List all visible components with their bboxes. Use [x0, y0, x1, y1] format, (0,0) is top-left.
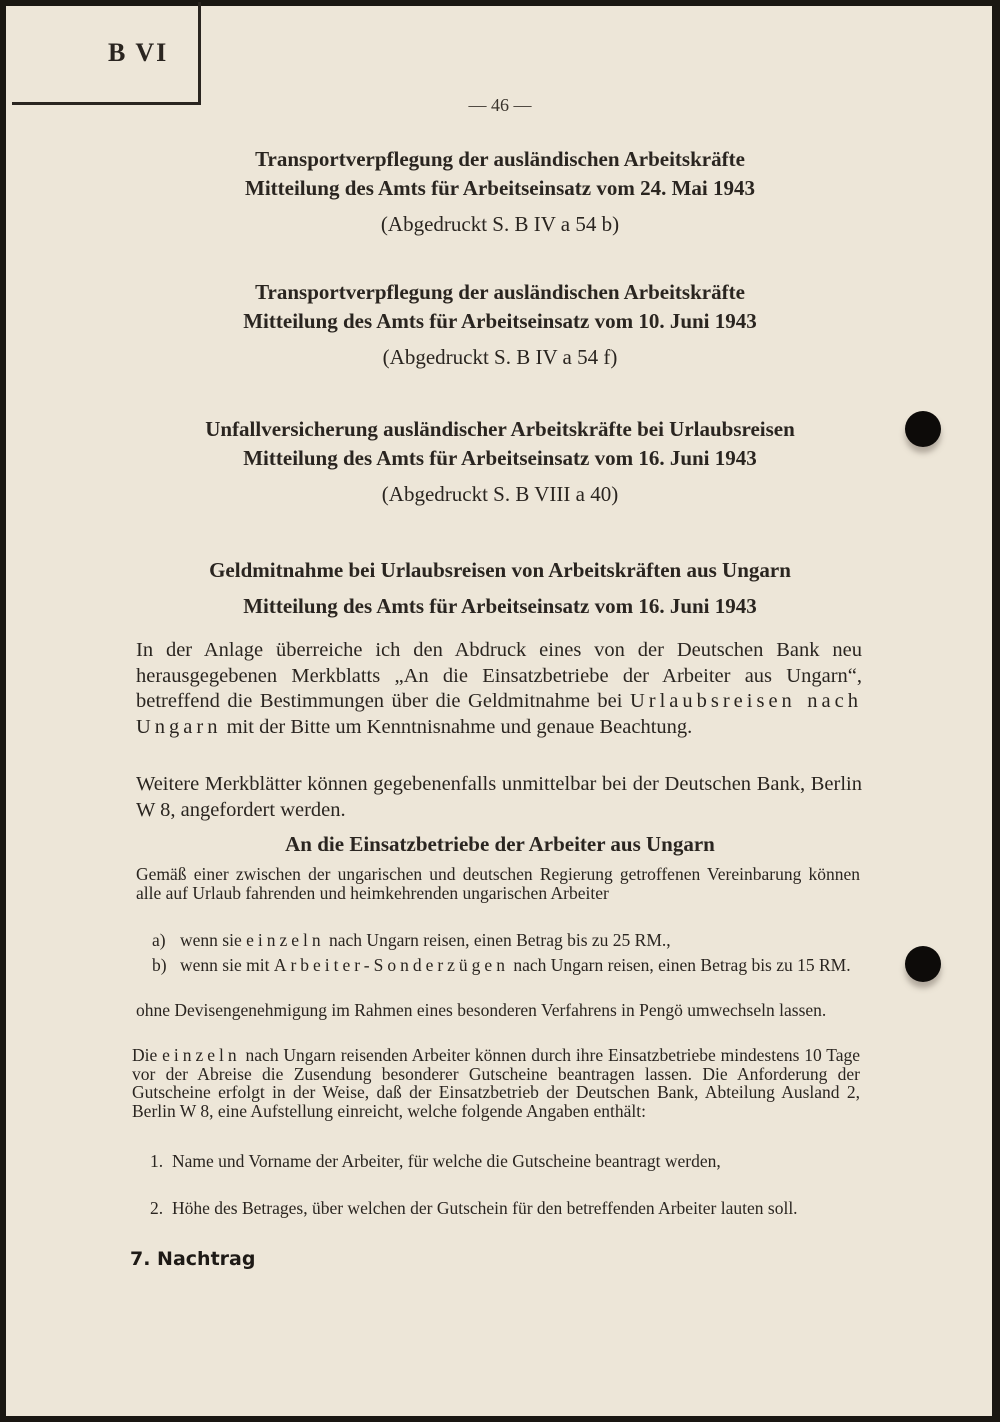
- sheet-code: B VI: [108, 38, 169, 67]
- spaced-emphasis: einzeln: [246, 930, 325, 950]
- paragraph-attachment: [136, 638, 862, 740]
- notice-title: Transportverpflegung der ausländischen Arbeitskräfte: [255, 147, 745, 171]
- paragraph-text: mit der Bitte um Kenntnisnahme und genaue Beachtung.: [226, 715, 693, 738]
- supplement-label: 7. Nachtrag: [130, 1248, 256, 1270]
- notice-1: [0, 145, 1000, 239]
- paragraph-text: In der Anlage überreiche ich den Abdruck eines von der Deutschen Bank neu herausgegebenen Merkblatts „An die Einsatzbetriebe der Arbeiter aus Ungarn“, betreffend die Bestimmungen über die Geldmitnahme bei: [136, 639, 862, 712]
- item-text: nach Ungarn reisen, einen Betrag bis zu 15 RM.: [513, 955, 851, 975]
- item-label: b): [152, 955, 167, 975]
- section-title: Geldmitnahme bei Urlaubsreisen von Arbeitskräften aus Ungarn: [209, 558, 791, 582]
- notice-reference: (Abgedruckt S. B IV a 54 f): [382, 345, 618, 369]
- notice-reference: (Abgedruckt S. B IV a 54 b): [380, 212, 620, 236]
- spaced-emphasis: Urlaubsreisen nach Ungarn: [136, 690, 862, 738]
- notice-3: [0, 415, 1000, 509]
- paragraph-text: nach Ungarn reisenden Arbeiter können durch ihre Einsatzbetriebe mindestens 10 Tage vor der Abreise die Zusendung besonderer Gutscheine beantragen lassen. Die Anforderung der Gutscheine erfolgt in der Weise, daß der Einsatzbetrieb der Deutschen Bank, Abteilung Ausland 2, Berlin W 8, eine Aufstellung einreicht, welche folgende Angaben enthält:: [132, 1045, 861, 1121]
- leaflet-voucher-paragraph: [132, 1046, 860, 1120]
- section-issuer: Mitteilung des Amts für Arbeitseinsatz vom 16. Juni 1943: [243, 594, 757, 618]
- punch-hole-icon: [905, 946, 941, 982]
- item-text: Höhe des Betrages, über welchen der Gutschein für den betreffenden Arbeiter lauten soll.: [172, 1198, 798, 1218]
- item-label: 2.: [150, 1198, 164, 1218]
- notice-reference: (Abgedruckt S. B VIII a 40): [381, 482, 619, 506]
- item-label: 1.: [150, 1151, 164, 1171]
- spaced-emphasis: einzeln: [162, 1045, 241, 1065]
- leaflet-intro: Gemäß einer zwischen der ungarischen und deutschen Regierung getroffenen Vereinbarung können alle auf Urlaub fahrenden und heimkehrenden ungarischen Arbeiter: [136, 864, 860, 903]
- item-text: wenn sie: [180, 930, 242, 950]
- item-text: Name und Vorname der Arbeiter, für welche die Gutscheine beantragt werden,: [172, 1151, 721, 1171]
- spaced-emphasis: Arbeiter-Sonderzügen: [273, 955, 509, 975]
- notice-2: [0, 278, 1000, 372]
- leaflet-title: An die Einsatzbetriebe der Arbeiter aus Ungarn: [285, 832, 715, 856]
- item-text: wenn sie mit: [180, 955, 270, 975]
- paragraph-text: Die: [132, 1045, 158, 1065]
- item-label: a): [152, 930, 166, 950]
- notice-title: Transportverpflegung der ausländischen Arbeitskräfte: [255, 280, 745, 304]
- page-number: — 46 —: [468, 95, 532, 115]
- notice-issuer: Mitteilung des Amts für Arbeitseinsatz vom 24. Mai 1943: [245, 176, 755, 200]
- leaflet-after-items: ohne Devisengenehmigung im Rahmen eines besonderen Verfahrens in Pengö umwechseln lassen.: [136, 1000, 827, 1020]
- punch-hole-icon: [905, 411, 941, 447]
- item-text: nach Ungarn reisen, einen Betrag bis zu 25 RM.,: [329, 930, 671, 950]
- paragraph-further-leaflets: Weitere Merkblätter können gegebenenfalls unmittelbar bei der Deutschen Bank, Berlin W 8, angefordert werden.: [136, 773, 862, 821]
- notice-title: Unfallversicherung ausländischer Arbeitskräfte bei Urlaubsreisen: [205, 417, 795, 441]
- sheet-corner-box: [12, 2, 201, 105]
- notice-issuer: Mitteilung des Amts für Arbeitseinsatz vom 10. Juni 1943: [243, 309, 757, 333]
- notice-issuer: Mitteilung des Amts für Arbeitseinsatz vom 16. Juni 1943: [243, 446, 757, 470]
